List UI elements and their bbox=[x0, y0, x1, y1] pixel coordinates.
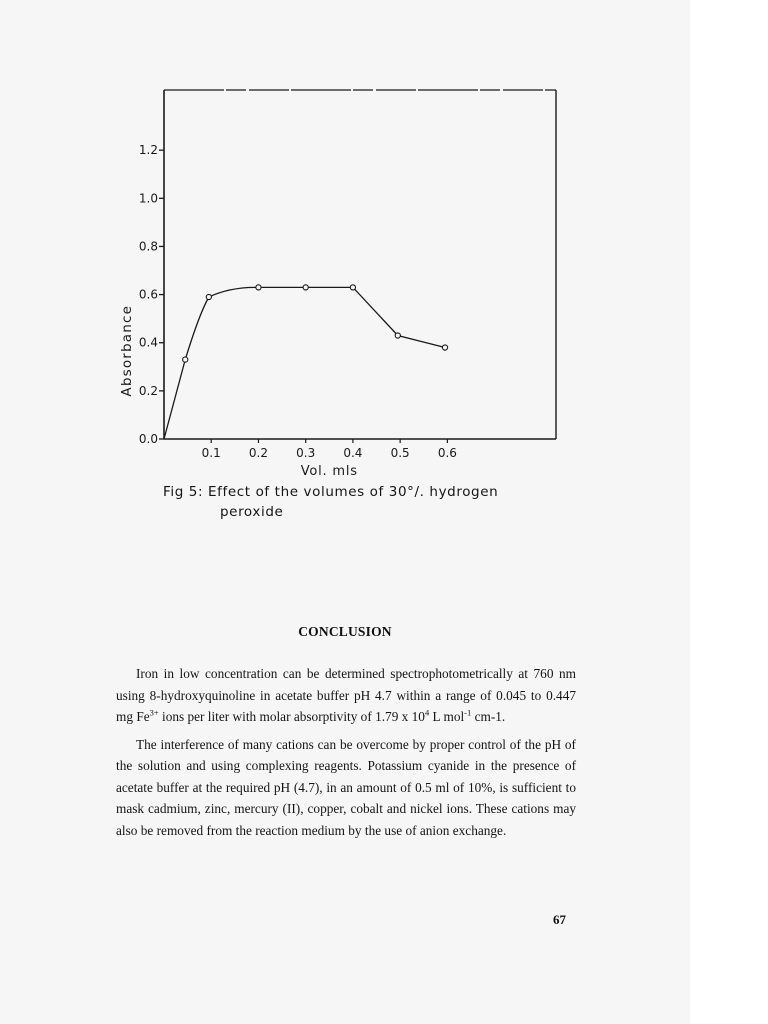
x-tick-label: 0.3 bbox=[296, 446, 316, 460]
page-margin-right bbox=[690, 0, 768, 1024]
page-number: 67 bbox=[553, 912, 566, 927]
series-line bbox=[164, 287, 445, 439]
figure-caption-line2: peroxide bbox=[220, 504, 284, 520]
y-tick-label: 0.2 bbox=[138, 383, 158, 398]
superscript-exponent: 4 bbox=[424, 707, 430, 718]
x-tick-label: 0.2 bbox=[248, 446, 269, 460]
y-tick-label: 0.8 bbox=[138, 239, 158, 254]
x-tick-label: 0.1 bbox=[201, 446, 221, 460]
x-tick-label: 0.6 bbox=[437, 446, 457, 460]
section-heading-conclusion: CONCLUSION bbox=[298, 624, 392, 639]
x-tick-label: 0.4 bbox=[343, 446, 363, 460]
y-axis-label: Absorbance bbox=[119, 304, 135, 397]
paragraph-1-text-b: ions per liter with molar absorptivity of 1.79 x 10 bbox=[158, 709, 425, 724]
y-tick-label: 1.2 bbox=[138, 143, 158, 158]
y-tick-label: 1.0 bbox=[138, 191, 158, 206]
data-point bbox=[442, 345, 447, 350]
figure-caption bbox=[163, 482, 583, 522]
conclusion-paragraph-1 bbox=[116, 663, 576, 728]
conclusion-paragraph-2: The interference of many cations can be overcome by proper control of the pH of the solution and using complexing reagents. Potassium cyanide in the presence of acetate buffer at the required pH (4.7), in an amount of 0.5 ml of 10%, is sufficient to mask cadmium, zinc, mercury (II), copper, cobalt and nickel ions. These cations may also be removed from the reaction medium by the use of anion exchange. bbox=[116, 736, 576, 838]
x-tick-label: 0.5 bbox=[390, 446, 410, 460]
absorbance-chart bbox=[0, 0, 690, 540]
data-point bbox=[206, 294, 211, 299]
paragraph-1-text-d: cm-1. bbox=[471, 709, 506, 724]
data-point bbox=[303, 285, 308, 290]
data-point bbox=[256, 285, 261, 290]
y-tick-label: 0.6 bbox=[138, 287, 158, 302]
paragraph-1-text-c: L mol bbox=[429, 709, 465, 724]
figure-caption-line1: Fig 5: Effect of the volumes of 30°/. hydrogen bbox=[163, 484, 499, 500]
conclusion-body bbox=[116, 663, 576, 847]
figure-5 bbox=[0, 0, 690, 540]
x-axis-label: Vol. mls bbox=[300, 464, 358, 479]
data-point bbox=[183, 357, 188, 362]
paragraph-1-text-a: Iron in low concentration can be determined spectrophotometrically at 760 nm using 8-hydroxyquinoline in acetate buffer pH 4.7 within a range of 0.045 to 0.447 mg Fe bbox=[116, 666, 576, 724]
superscript-unit: -1 bbox=[464, 707, 472, 718]
y-tick-label: 0.4 bbox=[138, 335, 158, 350]
y-tick-label: 0.0 bbox=[138, 432, 158, 446]
data-point bbox=[395, 333, 400, 338]
data-point bbox=[350, 285, 355, 290]
superscript-charge: 3+ bbox=[149, 707, 159, 718]
